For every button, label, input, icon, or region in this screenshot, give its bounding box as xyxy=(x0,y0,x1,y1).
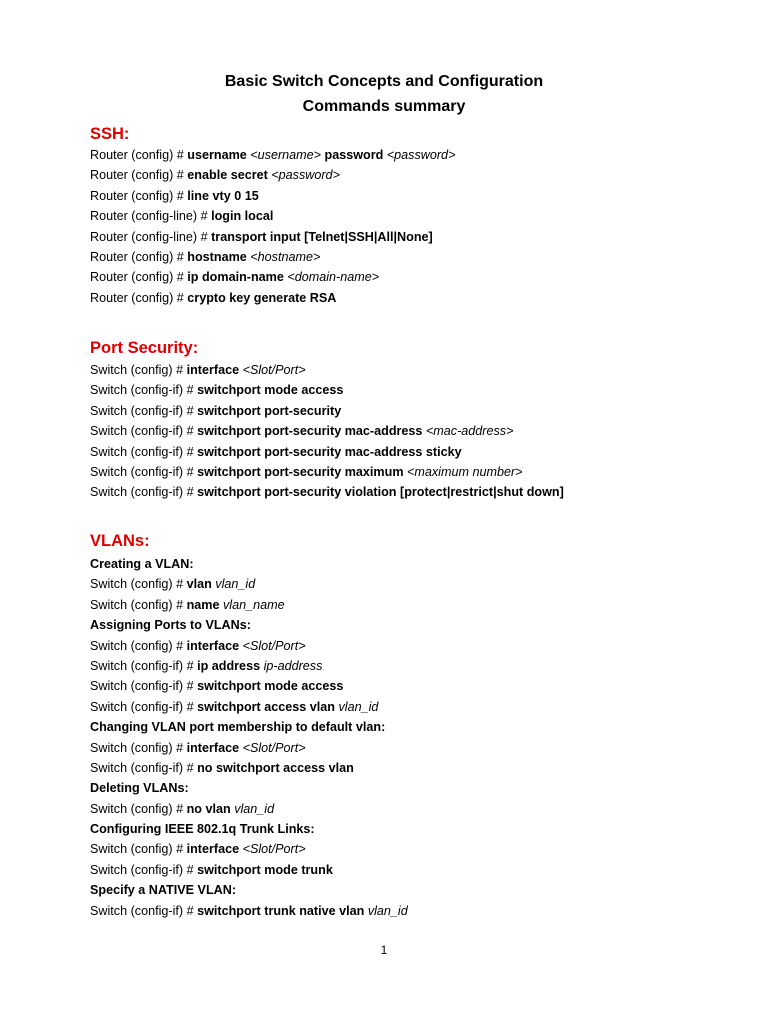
command-keyword: Configuring IEEE 802.1q Trunk Links: xyxy=(90,822,315,837)
command-argument: <Slot/Port> xyxy=(242,740,306,755)
command-prompt: Switch (config) # xyxy=(90,577,187,592)
command-keyword: hostname xyxy=(187,249,251,264)
command-argument: vlan_name xyxy=(223,597,285,612)
command-argument: <Slot/Port> xyxy=(242,638,306,653)
command-prompt: Router (config) # xyxy=(90,270,188,285)
command-argument: <hostname> xyxy=(250,249,321,264)
command-keyword: transport input [Telnet|SSH|All|None] xyxy=(211,229,433,244)
command-argument: <Slot/Port> xyxy=(242,363,306,377)
command-prompt: Router (config) # xyxy=(90,148,188,162)
command-prompt: Router (config-line) # xyxy=(90,209,212,224)
command-keyword: switchport port-security violation [protect|restrict|shut down] xyxy=(197,485,564,500)
command-prompt: Switch (config) # xyxy=(90,740,187,755)
command-keyword: name xyxy=(186,597,223,612)
command-line xyxy=(90,758,730,778)
command-argument: <mac-address> xyxy=(425,424,514,439)
port-security-command-list xyxy=(90,360,730,503)
command-prompt: Switch (config-if) # xyxy=(90,383,198,398)
command-argument: <username> xyxy=(250,148,322,162)
command-keyword: switchport port-security xyxy=(197,403,342,418)
command-line xyxy=(90,676,730,696)
page-number: 1 xyxy=(380,943,388,957)
command-line xyxy=(90,799,730,819)
command-keyword: no vlan xyxy=(186,801,235,816)
command-keyword: interface xyxy=(186,363,243,377)
command-prompt: Switch (config) # xyxy=(90,363,187,377)
subsection-heading xyxy=(90,880,730,900)
command-keyword: switchport access vlan xyxy=(197,699,339,714)
command-line xyxy=(90,574,730,594)
command-keyword: username xyxy=(187,148,251,162)
command-keyword: Specify a NATIVE VLAN: xyxy=(90,883,237,898)
command-line xyxy=(90,401,730,421)
command-line xyxy=(90,860,730,880)
command-line xyxy=(90,206,730,226)
command-prompt: Switch (config) # xyxy=(90,638,187,653)
command-keyword: Creating a VLAN: xyxy=(90,557,194,571)
command-argument: <password> xyxy=(271,168,340,183)
subsection-heading xyxy=(90,778,730,798)
command-line xyxy=(90,288,730,308)
command-prompt: Router (config) # xyxy=(90,168,188,183)
command-line xyxy=(90,656,730,676)
command-argument: vlan_id xyxy=(338,699,379,714)
command-keyword: vlan xyxy=(186,577,216,592)
command-prompt: Switch (config-if) # xyxy=(90,658,198,673)
command-keyword: Deleting VLANs: xyxy=(90,781,189,796)
command-prompt: Switch (config-if) # xyxy=(90,903,198,918)
command-keyword: ip domain-name xyxy=(187,270,288,285)
subsection-heading xyxy=(90,615,730,635)
document-title: Basic Switch Concepts and Configuration xyxy=(224,73,544,90)
command-line xyxy=(90,145,730,165)
command-argument: <password> xyxy=(386,148,456,162)
command-prompt: Router (config) # xyxy=(90,188,188,203)
command-keyword: switchport mode trunk xyxy=(197,862,333,877)
command-keyword: password xyxy=(321,148,387,162)
command-keyword: interface xyxy=(186,638,243,653)
command-argument: vlan_id xyxy=(234,801,275,816)
command-keyword: no switchport access vlan xyxy=(197,760,354,775)
command-keyword: interface xyxy=(186,842,243,857)
command-line xyxy=(90,839,730,859)
command-line xyxy=(90,380,730,400)
command-prompt: Router (config-line) # xyxy=(90,229,212,244)
command-keyword: Assigning Ports to VLANs: xyxy=(90,618,251,633)
command-line xyxy=(90,186,730,206)
command-prompt: Switch (config-if) # xyxy=(90,679,198,694)
command-prompt: Switch (config-if) # xyxy=(90,699,198,714)
command-line xyxy=(90,636,730,656)
command-line xyxy=(90,901,730,921)
command-prompt: Switch (config-if) # xyxy=(90,444,198,459)
command-argument: ip-address xyxy=(263,658,323,673)
command-keyword: switchport mode access xyxy=(197,679,344,694)
document-subtitle: Commands summary xyxy=(302,98,466,115)
command-argument: <maximum number> xyxy=(407,464,523,479)
command-prompt: Router (config) # xyxy=(90,249,188,264)
command-line xyxy=(90,462,730,482)
section-heading-ssh: SSH: xyxy=(90,125,130,143)
section-heading-vlans: VLANs: xyxy=(90,532,150,550)
command-line xyxy=(90,482,730,502)
command-keyword: Changing VLAN port membership to default vlan: xyxy=(90,720,386,735)
command-argument: vlan_id xyxy=(215,577,256,592)
command-keyword: switchport port-security maximum xyxy=(197,464,408,479)
command-argument: vlan_id xyxy=(367,903,408,918)
command-prompt: Switch (config-if) # xyxy=(90,485,198,500)
command-prompt: Switch (config-if) # xyxy=(90,760,198,775)
command-line xyxy=(90,738,730,758)
subsection-heading xyxy=(90,819,730,839)
command-keyword: crypto key generate RSA xyxy=(187,290,337,305)
command-line xyxy=(90,267,730,287)
command-argument: <Slot/Port> xyxy=(242,842,306,857)
command-keyword: login local xyxy=(211,209,274,224)
command-prompt: Switch (config) # xyxy=(90,801,187,816)
command-keyword: switchport port-security mac-address sticky xyxy=(197,444,462,459)
command-keyword: switchport trunk native vlan xyxy=(197,903,368,918)
section-heading-port-security: Port Security: xyxy=(90,339,199,357)
command-line xyxy=(90,165,730,185)
command-keyword: ip address xyxy=(197,658,264,673)
command-line xyxy=(90,595,730,615)
subsection-heading xyxy=(90,554,730,574)
command-line xyxy=(90,247,730,267)
command-line xyxy=(90,697,730,717)
command-argument: <domain-name> xyxy=(287,270,380,285)
command-line xyxy=(90,360,730,380)
command-prompt: Switch (config-if) # xyxy=(90,403,198,418)
command-keyword: switchport port-security mac-address xyxy=(197,424,426,439)
ssh-command-list xyxy=(90,145,730,308)
command-prompt: Router (config) # xyxy=(90,290,188,305)
command-prompt: Switch (config-if) # xyxy=(90,862,198,877)
command-line xyxy=(90,421,730,441)
command-prompt: Switch (config) # xyxy=(90,842,187,857)
command-keyword: switchport mode access xyxy=(197,383,344,398)
command-line xyxy=(90,227,730,247)
command-prompt: Switch (config-if) # xyxy=(90,424,198,439)
command-prompt: Switch (config) # xyxy=(90,597,187,612)
command-keyword: interface xyxy=(186,740,243,755)
command-prompt: Switch (config-if) # xyxy=(90,464,198,479)
command-keyword: line vty 0 15 xyxy=(187,188,259,203)
subsection-heading xyxy=(90,717,730,737)
command-keyword: enable secret xyxy=(187,168,272,183)
command-line xyxy=(90,442,730,462)
vlans-command-list xyxy=(90,554,730,921)
